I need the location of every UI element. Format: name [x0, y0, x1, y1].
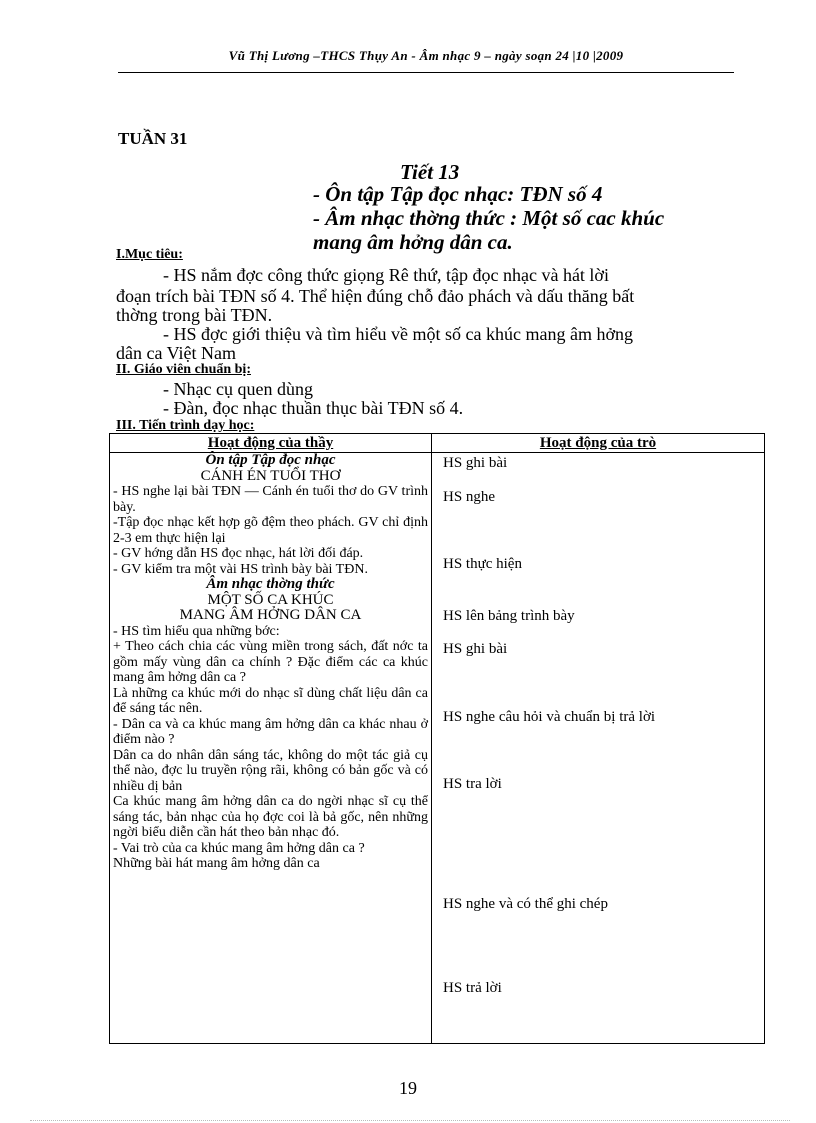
teacher-column-header: Hoạt động của thầy — [110, 434, 432, 453]
teacher-subheading: CÁNH ÉN TUỔI THƠ — [200, 467, 341, 484]
teacher-activity: - Dân ca và ca khúc mang âm hởng dân ca khác nhau ở điểm nào ? — [113, 716, 428, 747]
table-body-row — [110, 453, 765, 1044]
objective-line: - HS nắm đợc công thức giọng Rê thứ, tập đọc nhạc và hát lời — [163, 265, 609, 285]
teacher-activity: - HS nghe lại bài TĐN — Cánh én tuổi thơ do GV trình bày. — [113, 484, 428, 515]
page-number: 19 — [399, 1078, 417, 1098]
teacher-activity: - HS tìm hiểu qua những bớc: — [113, 623, 280, 639]
teacher-activity: Những bài hát mang âm hởng dân ca — [113, 856, 320, 871]
teacher-activity: Dân ca do nhân dân sáng tác, không do một tác giả cụ thể nào, đợc lu truyền rộng rãi, không có bản gốc và có nhiều dị bản — [113, 747, 428, 794]
student-activity: HS thực hiện — [443, 556, 522, 572]
student-activity: HS ghi bài — [443, 455, 508, 471]
student-activity: HS nghe — [443, 489, 496, 505]
week-label: TUẦN 31 — [118, 129, 188, 148]
teacher-subheading: MỘT SỐ CA KHÚC — [207, 591, 334, 608]
teacher-subheading: Âm nhạc thờng thức — [206, 576, 335, 592]
topic-line-3: mang âm hởng dân ca. — [313, 230, 513, 254]
student-activity: HS nghe và có thể ghi chép — [443, 896, 608, 912]
teacher-activity: + Theo cách chia các vùng miền trong sách, đất nớc ta gồm mấy vùng dân ca chính ? Đặc điểm các ca khúc mang âm hởng dân ca ? — [113, 639, 428, 685]
teacher-activities — [113, 453, 428, 1043]
lesson-plan-table — [109, 433, 765, 1044]
table-header-row — [110, 434, 765, 453]
topic-line-2: - Âm nhạc thờng thức : Một số cac khúc — [313, 206, 665, 230]
prep-line: - Nhạc cụ quen dùng — [163, 379, 313, 399]
student-activity: HS lên bảng trình bày — [443, 608, 575, 624]
student-column-header: Hoạt động của trò — [432, 434, 765, 453]
teacher-subheading: Ôn tập Tập đọc nhạc — [205, 452, 336, 468]
section-prep: II. Giáo viên chuẩn bị: — [116, 362, 251, 377]
running-header: Vũ Thị Lương –THCS Thụy An - Âm nhạc 9 – ngày soạn 24 |10 |2009 — [228, 48, 624, 63]
teacher-activity: -Tập đọc nhạc kết hợp gõ đệm theo phách. GV chỉ định 2-3 em thực hiện lại — [113, 515, 428, 546]
objective-line: đoạn trích bài TĐN số 4. Thể hiện đúng chỗ đảo phách và dấu thăng bất — [116, 286, 635, 306]
teacher-activities-cell — [110, 453, 432, 1044]
teacher-activity: Ca khúc mang âm hởng dân ca do ngời nhạc sĩ cụ thể sáng tác, bản nhạc của họ đợc coi là bả gốc, nên những ngời biểu diễn cần hát theo bản nhạc đó. — [113, 794, 428, 840]
student-activities-cell — [432, 453, 765, 1044]
student-activities — [435, 453, 761, 1043]
prep-line: - Đàn, đọc nhạc thuần thục bài TĐN số 4. — [163, 398, 464, 418]
header-rule — [118, 72, 734, 73]
teacher-subheading: MANG ÂM HỞNG DÂN CA — [179, 607, 362, 623]
teacher-activity: - GV hớng dẫn HS đọc nhạc, hát lời đối đáp. — [113, 546, 364, 561]
footer-rule — [30, 1120, 790, 1121]
section-objectives: I.Mục tiêu: — [116, 247, 183, 262]
teacher-activity: - Vai trò của ca khúc mang âm hởng dân ca ? — [113, 840, 365, 856]
teacher-activity: - GV kiểm tra một vài HS trình bày bài TĐN. — [113, 561, 368, 577]
objective-line: dân ca Việt Nam — [116, 343, 237, 363]
student-activity: HS ghi bài — [443, 641, 508, 657]
lesson-title: Tiết 13 — [400, 160, 460, 184]
student-activity: HS nghe câu hỏi và chuẩn bị trả lời — [443, 709, 656, 725]
section-process: III. Tiến trình dạy học: — [116, 418, 255, 433]
student-activity: HS trả lời — [443, 980, 502, 996]
student-activity: HS tra lời — [443, 776, 502, 792]
objective-line: thờng trong bài TĐN. — [116, 305, 273, 325]
teacher-activity: Là những ca khúc mới do nhạc sĩ dùng chất liệu dân ca để sáng tác nên. — [113, 685, 428, 716]
objective-line: - HS đợc giới thiệu và tìm hiểu về một số ca khúc mang âm hởng — [163, 324, 633, 344]
topic-line-1: - Ôn tập Tập đọc nhạc: TĐN số 4 — [313, 182, 603, 206]
